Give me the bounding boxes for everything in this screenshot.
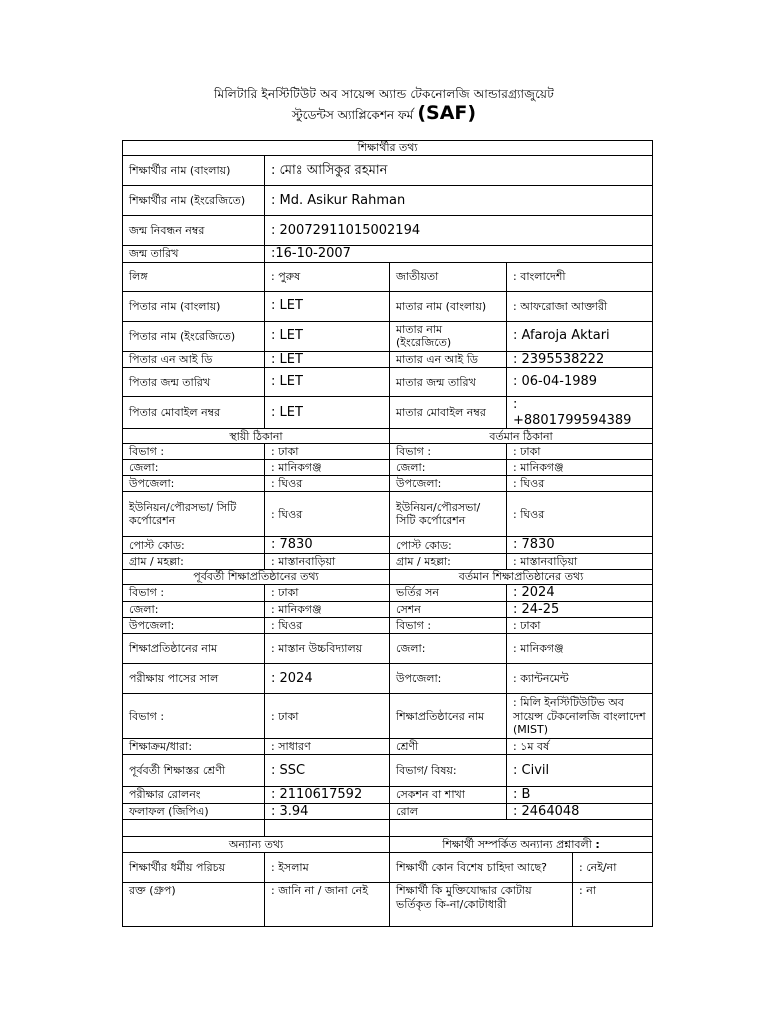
section-header-row (123, 429, 653, 444)
form-row (123, 694, 653, 739)
prev-upazila-value: : ঘিওর (265, 618, 390, 634)
field-label: জেলা: (390, 460, 507, 476)
section-value: : B (507, 787, 653, 804)
form-row (123, 803, 653, 820)
form-heading-line-2 (0, 102, 768, 127)
form-row (123, 397, 653, 429)
form-row (123, 444, 653, 460)
form-row (123, 755, 653, 787)
field-label: বিভাগ : (123, 584, 265, 601)
form-row (123, 351, 653, 368)
form-row (123, 553, 653, 569)
current-district-value: : মানিকগঞ্জ (507, 634, 653, 664)
current-roll-value: : 2464048 (507, 803, 653, 820)
mother-mobile-colon: : (513, 397, 518, 413)
present-division-value: : ঢাকা (507, 444, 653, 460)
field-label: শিক্ষার্থীর নাম (ইংরেজিতে) (123, 186, 265, 216)
form-row (123, 368, 653, 397)
admission-year-value: : 2024 (507, 584, 653, 601)
field-label: সেশন (390, 601, 507, 618)
field-label: শিক্ষার্থীর নাম (বাংলায়) (123, 156, 265, 186)
field-label: উপজেলা: (390, 476, 507, 492)
father-mobile-value: : LET (265, 397, 390, 429)
form-row (123, 476, 653, 492)
field-label: জন্ম তারিখ (123, 246, 265, 263)
field-label: উপজেলা: (390, 664, 507, 694)
education-type-value: : সাধারণ (265, 739, 390, 755)
gpa-value: : 3.94 (265, 803, 390, 820)
form-row (123, 321, 653, 351)
form-row (123, 262, 653, 291)
present-upazila-value: : ঘিওর (507, 476, 653, 492)
current-division-value: : ঢাকা (507, 618, 653, 634)
current-upazila-value: : ক্যান্টনমেন্ট (507, 664, 653, 694)
field-label: পিতার এন আই ডি (123, 351, 265, 368)
blood-group-value: : জানি না / জানা নেই (265, 883, 390, 927)
field-label: বিভাগ/ বিষয়: (390, 755, 507, 787)
form-row (123, 618, 653, 634)
field-label: পিতার মোবাইল নম্বর (123, 397, 265, 429)
session-value: : 24-25 (507, 601, 653, 618)
gender-value: : পুরুষ (265, 262, 390, 291)
mother-mobile-cell (507, 397, 653, 429)
section-student-info: শিক্ষার্থীর তথ্য (123, 141, 653, 156)
field-label: রক্ত (গ্রুপ) (123, 883, 265, 927)
section-header-row (123, 141, 653, 156)
birth-registration-value: : 20072911015002194 (265, 216, 653, 246)
field-label: ইউনিয়ন/পৌরসভা/ সিটি কর্পোরেশন (123, 492, 265, 537)
field-label: জাতীয়তা (390, 262, 507, 291)
form-row (123, 291, 653, 321)
section-present-address: বর্তমান ঠিকানা (390, 429, 653, 444)
form-heading-line-1: মিলিটারি ইনস্টিটিউট অব সায়েন্স অ্যান্ড টেকনোলজি আন্ডারগ্র্যাজুয়েট (214, 87, 554, 101)
form-row (123, 460, 653, 476)
prev-district-value: : মানিকগঞ্জ (265, 601, 390, 618)
field-label: গ্রাম / মহল্লা: (390, 553, 507, 569)
field-label: বিভাগ : (390, 618, 507, 634)
student-name-bn-value: : মোঃ আসিকুর রহমান (265, 156, 653, 186)
prev-class-value: : SSC (265, 755, 390, 787)
field-label: সেকশন বা শাখা (390, 787, 507, 804)
field-label: পিতার নাম (বাংলায়) (123, 291, 265, 321)
department-value: : Civil (507, 755, 653, 787)
field-label: জেলা: (123, 601, 265, 618)
disability-answer: : নেই/না (573, 853, 653, 883)
field-label: উপজেলা: (123, 618, 265, 634)
mother-name-en-value: : Afaroja Aktari (507, 321, 653, 351)
field-label: মাতার এন আই ডি (390, 351, 507, 368)
field-label: মাতার মোবাইল নম্বর (390, 397, 507, 429)
form-row (123, 216, 653, 246)
field-label: শিক্ষার্থীর ধর্মীয় পরিচয় (123, 853, 265, 883)
permanent-village-value: : মাস্তানবাড়িয়া (265, 553, 390, 569)
section-other-info: অন্যান্য তথ্য (123, 837, 390, 853)
field-label: উপজেলা: (123, 476, 265, 492)
field-label: জেলা: (123, 460, 265, 476)
prev-division-value: : ঢাকা (265, 584, 390, 601)
field-label: পিতার নাম (ইংরেজিতে) (123, 321, 265, 351)
mother-mobile-value: +8801799594389 (513, 412, 632, 428)
current-class-value: : ১ম বর্ষ (507, 739, 653, 755)
field-label: জন্ম নিবন্ধন নম্বর (123, 216, 265, 246)
form-abbreviation: (SAF) (417, 102, 477, 124)
nationality-value: : বাংলাদেশী (507, 262, 653, 291)
other-questions-title: শিক্ষার্থী সম্পর্কিত অন্যান্য প্রশ্নাবলী (442, 838, 592, 852)
present-village-value: : মাস্তানবাড়িয়া (507, 553, 653, 569)
student-name-en-value: : Md. Asikur Rahman (265, 186, 653, 216)
form-row (123, 186, 653, 216)
quota-answer: : না (573, 883, 653, 927)
field-label: পরীক্ষার রোলনং (123, 787, 265, 804)
field-label: পরীক্ষায় পাসের সাল (123, 664, 265, 694)
field-label: শিক্ষাপ্রতিষ্ঠানের নাম (390, 694, 507, 739)
section-current-institution: বর্তমান শিক্ষাপ্রতিষ্ঠানের তথ্য (390, 569, 653, 584)
form-row (123, 634, 653, 664)
form-row (123, 601, 653, 618)
empty-cell (123, 820, 265, 837)
field-label: শ্রেণী (390, 739, 507, 755)
form-row (123, 584, 653, 601)
form-title: স্টুডেন্টস অ্যাপ্লিকেশন ফর্ম (291, 108, 414, 122)
permanent-division-value: : ঢাকা (265, 444, 390, 460)
field-label: পোস্ট কোড: (123, 537, 265, 554)
form-row (123, 787, 653, 804)
section-header-row (123, 837, 653, 853)
pass-year-value: : 2024 (265, 664, 390, 694)
field-label: বিভাগ : (123, 694, 265, 739)
field-label: পিতার জন্ম তারিখ (123, 368, 265, 397)
empty-row (123, 820, 653, 837)
mother-name-bn-value: : আফরোজা আক্তারী (507, 291, 653, 321)
section-previous-institution: পূর্ববর্তী শিক্ষাপ্রতিষ্ঠানের তথ্য (123, 569, 390, 584)
field-label: মাতার জন্ম তারিখ (390, 368, 507, 397)
father-nid-value: : LET (265, 351, 390, 368)
father-dob-value: : LET (265, 368, 390, 397)
prev-division2-value: : ঢাকা (265, 694, 390, 739)
empty-cell (390, 820, 653, 837)
field-label: মাতার নাম (বাংলায়) (390, 291, 507, 321)
father-name-bn-value: : LET (265, 291, 390, 321)
field-label: বিভাগ : (123, 444, 265, 460)
field-label: শিক্ষাক্রম/ধারা: (123, 739, 265, 755)
field-label: রোল (390, 803, 507, 820)
field-label: লিঙ্গ (123, 262, 265, 291)
prev-institution-value: : মাস্তান উচ্চবিদ্যালয় (265, 634, 390, 664)
mother-dob-value: : 06-04-1989 (507, 368, 653, 397)
form-row (123, 246, 653, 263)
date-of-birth-value: :16-10-2007 (265, 246, 653, 263)
present-postcode-value: : 7830 (507, 537, 653, 554)
section-header-row (123, 569, 653, 584)
field-label: গ্রাম / মহল্লা: (123, 553, 265, 569)
form-row (123, 537, 653, 554)
field-label: শিক্ষার্থী কি মুক্তিযোদ্ধার কোটায় ভর্তিকৃত কি-না/কোটাধারী (390, 883, 573, 927)
empty-cell (265, 820, 390, 837)
field-label: পোস্ট কোড: (390, 537, 507, 554)
form-row (123, 883, 653, 927)
form-row (123, 739, 653, 755)
present-union-value: : ঘিওর (507, 492, 653, 537)
permanent-postcode-value: : 7830 (265, 537, 390, 554)
field-label: মাতার নাম (ইংরেজিতে) (390, 321, 507, 351)
field-label: ইউনিয়ন/পৌরসভা/ সিটি কর্পোরেশন (390, 492, 507, 537)
form-row (123, 664, 653, 694)
field-label: পূর্ববর্তী শিক্ষাস্তর শ্রেণী (123, 755, 265, 787)
father-name-en-value: : LET (265, 321, 390, 351)
form-row (123, 853, 653, 883)
section-other-questions: শিক্ষার্থী সম্পর্কিত অন্যান্য প্রশ্নাবলী : (390, 837, 653, 853)
permanent-district-value: : মানিকগঞ্জ (265, 460, 390, 476)
present-district-value: : মানিকগঞ্জ (507, 460, 653, 476)
permanent-union-value: : ঘিওর (265, 492, 390, 537)
form-row (123, 492, 653, 537)
mother-nid-value: : 2395538222 (507, 351, 653, 368)
current-institution-value: : মিলি ইনস্টিটিউটিভ অব সায়েন্স টেকনোলজি বাংলাদেশ (MIST) (507, 694, 653, 739)
field-label: শিক্ষাপ্রতিষ্ঠানের নাম (123, 634, 265, 664)
field-label: জেলা: (390, 634, 507, 664)
student-application-form-table (122, 140, 653, 927)
field-label: ভর্তির সন (390, 584, 507, 601)
field-label: ফলাফল (জিপিএ) (123, 803, 265, 820)
section-permanent-address: স্থায়ী ঠিকানা (123, 429, 390, 444)
form-row (123, 156, 653, 186)
field-label: বিভাগ : (390, 444, 507, 460)
exam-roll-value: : 2110617592 (265, 787, 390, 804)
field-label: শিক্ষার্থী কোন বিশেষ চাহিদা আছে? (390, 853, 573, 883)
religion-value: : ইসলাম (265, 853, 390, 883)
permanent-upazila-value: : ঘিওর (265, 476, 390, 492)
